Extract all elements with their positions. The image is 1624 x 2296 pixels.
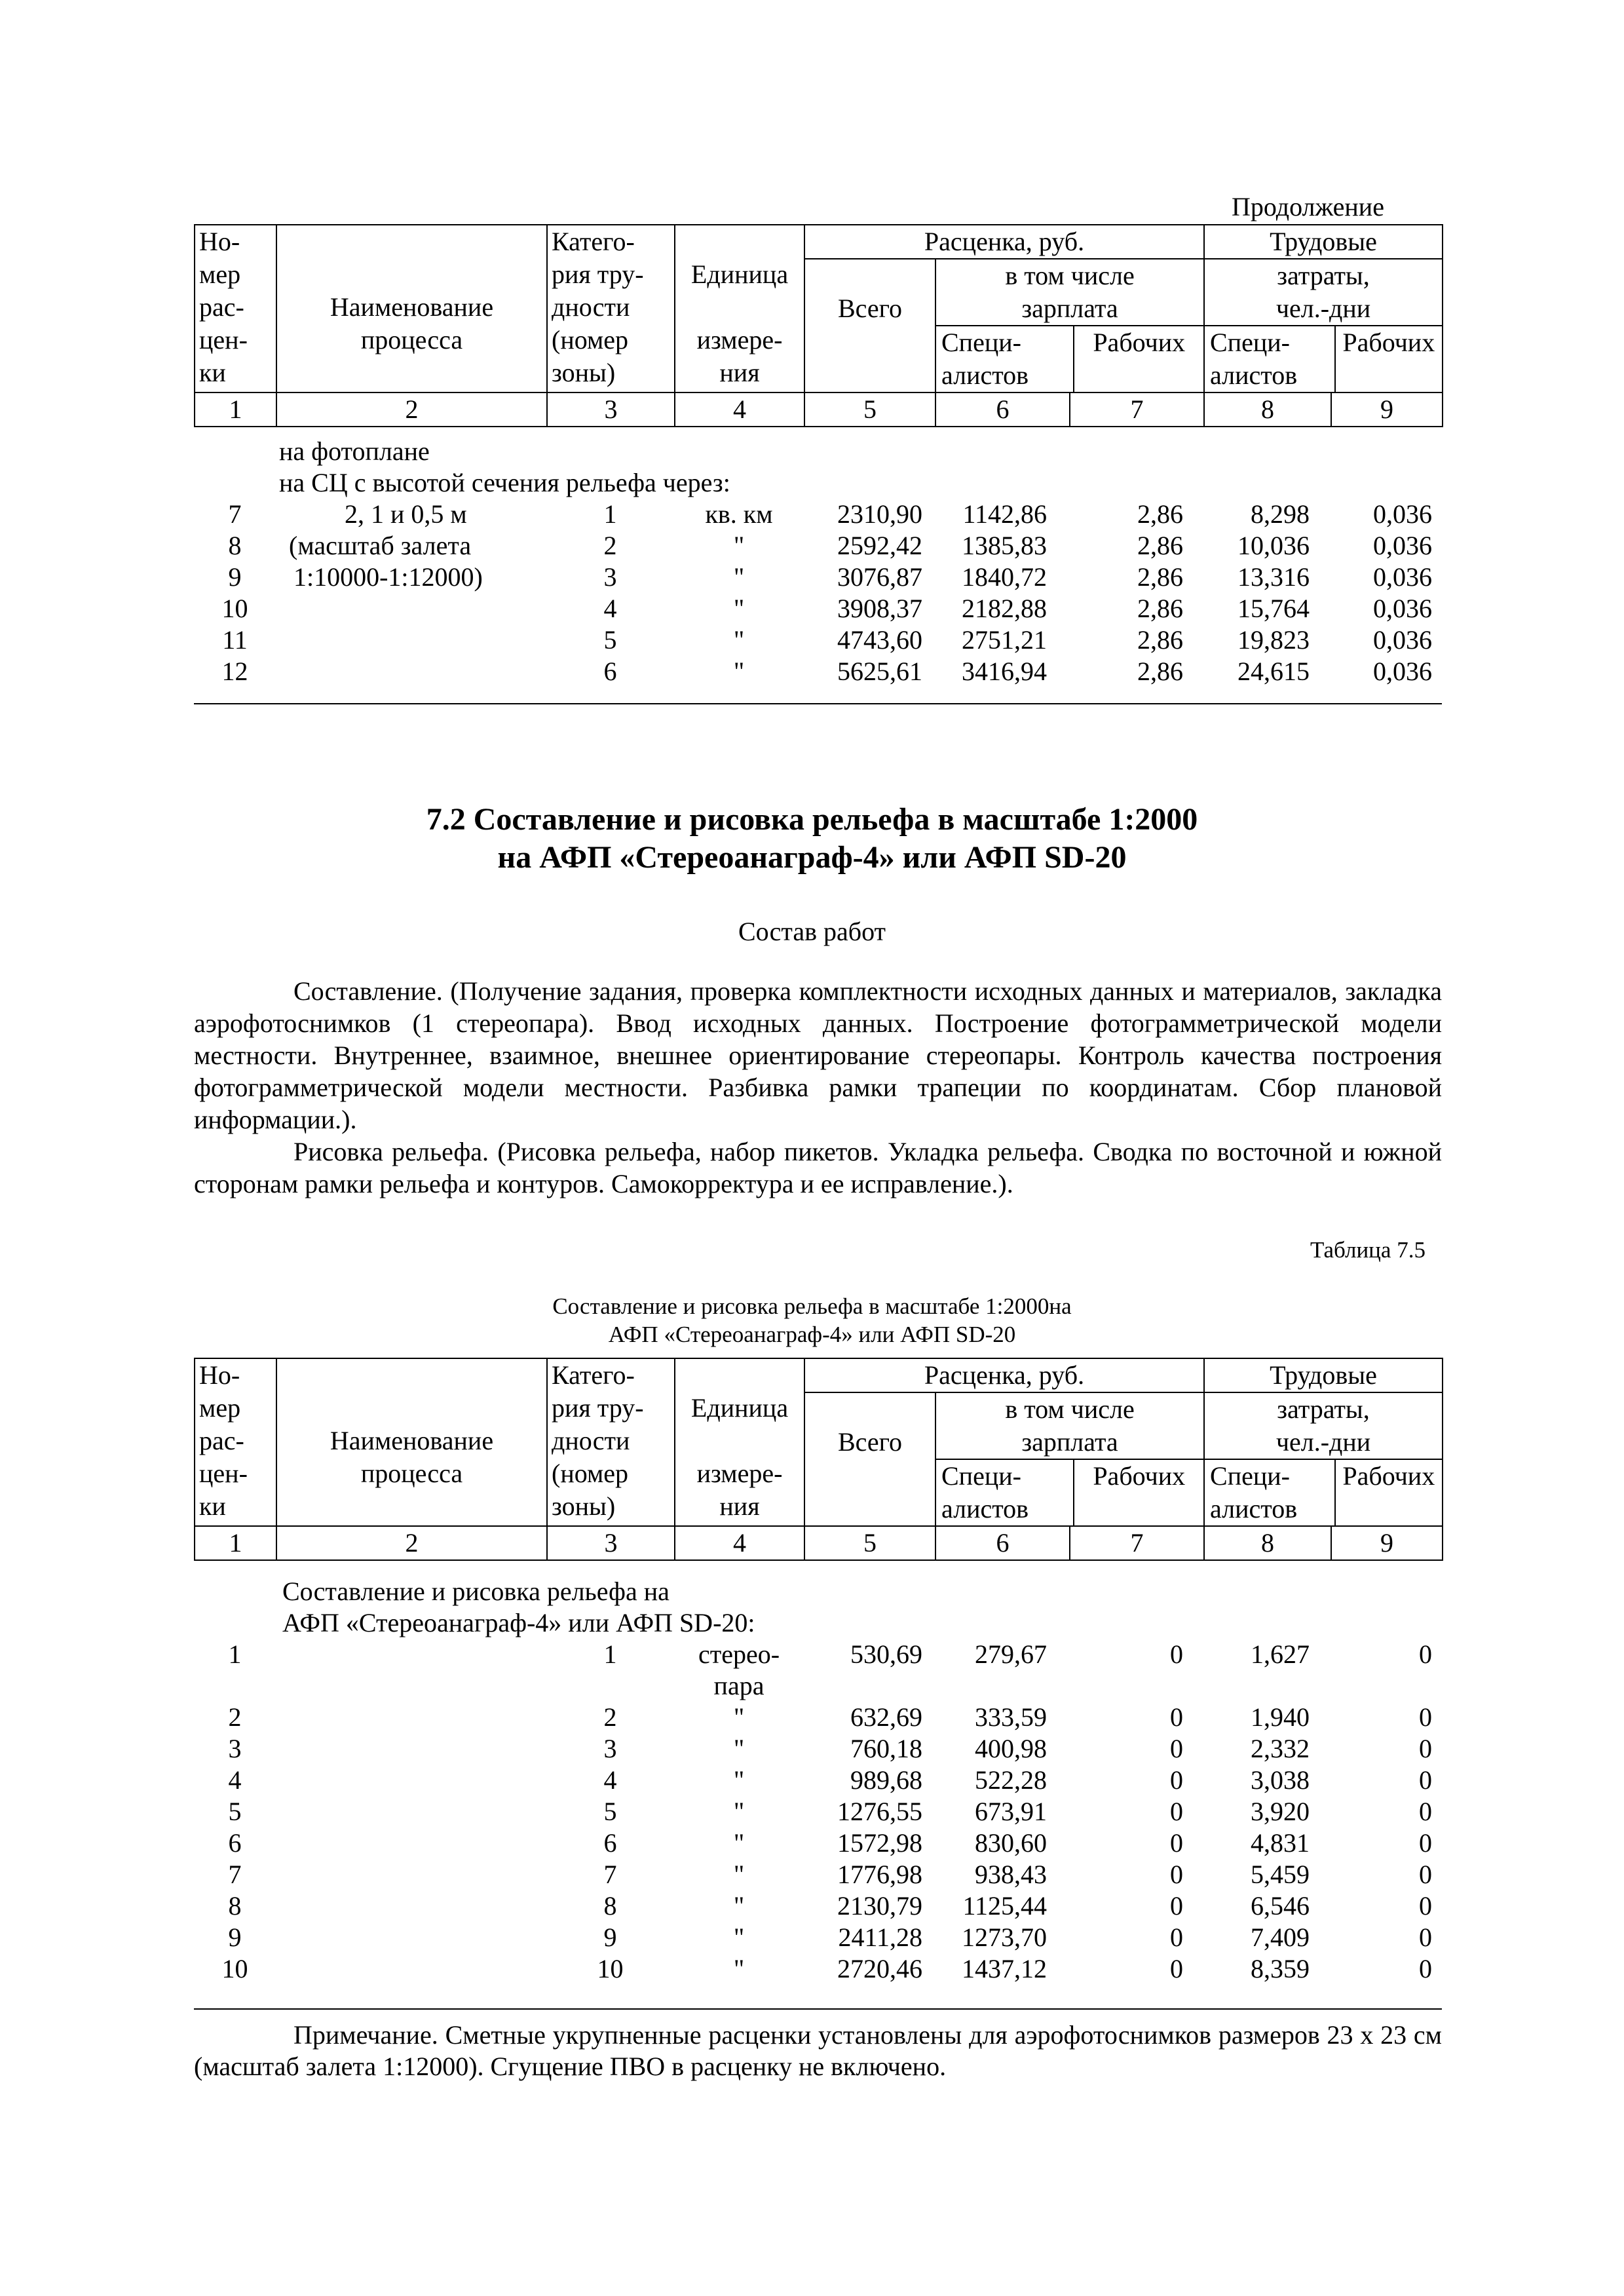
table-row (194, 1890, 1442, 1922)
table2-intro-2: АФП «Стереоанаграф-4» или АФП SD-20: (282, 1608, 755, 1637)
table1-intro-1: на фотоплане (279, 436, 430, 466)
cell-lwork: 0,036 (1373, 625, 1432, 655)
cell-total: 632,69 (850, 1702, 922, 1732)
cell-lwork: 0 (1419, 1891, 1432, 1921)
cell-cat: 8 (603, 1891, 617, 1921)
table-row (194, 499, 1442, 530)
cell-n: 3 (228, 1734, 242, 1763)
table2-body (194, 1576, 1442, 2021)
cell-unit: " (733, 1891, 745, 1921)
cell-spec: 1273,70 (962, 1923, 1047, 1952)
cell-cat: 6 (603, 657, 617, 686)
cell-total: 2310,90 (837, 499, 922, 529)
table-row (194, 1702, 1442, 1733)
hdr2-unit: Единица измере- ния (675, 1358, 804, 1526)
cell-work: 2,86 (1137, 562, 1183, 592)
table2-caption-1: Составление и рисовка рельефа в масштабе 1:2000на (552, 1293, 1072, 1319)
table2-header (194, 1358, 1443, 1561)
cell-unit: " (733, 594, 745, 623)
cell-lwork: 0 (1419, 1954, 1432, 1983)
cell-n: 11 (222, 625, 248, 655)
cell-lspec: 4,831 (1251, 1828, 1310, 1858)
cell-lspec: 13,316 (1237, 562, 1310, 592)
section-title-line1: 7.2 Составление и рисовка рельефа в масштабе 1:2000 (426, 802, 1198, 837)
cell-lwork: 0,036 (1373, 499, 1432, 529)
cell-unit: " (733, 1797, 745, 1826)
cell-spec: 2182,88 (962, 594, 1047, 623)
table-row (194, 1733, 1442, 1765)
cell-name: 1:10000-1:12000) (293, 562, 483, 592)
cell-lspec: 10,036 (1237, 531, 1310, 560)
cell-lwork: 0,036 (1373, 531, 1432, 560)
table2-bottom-rule (194, 2008, 1442, 2010)
cell-spec: 830,60 (975, 1828, 1047, 1858)
table-row (194, 1922, 1442, 1953)
cell-total: 3076,87 (837, 562, 922, 592)
cell-total: 2720,46 (837, 1954, 922, 1983)
table2-caption-2: АФП «Стереоанаграф-4» или АФП SD-20 (608, 1322, 1016, 1347)
cell-work: 2,86 (1137, 499, 1183, 529)
continuation-label: Продолжение (1232, 192, 1384, 221)
cell-work: 0 (1170, 1860, 1183, 1889)
table1-body (194, 436, 1442, 710)
cell-total: 760,18 (850, 1734, 922, 1763)
cell-cat: 6 (603, 1828, 617, 1858)
cell-n: 9 (228, 562, 242, 592)
cell-work: 2,86 (1137, 625, 1183, 655)
cell-spec: 1437,12 (962, 1954, 1047, 1983)
cell-cat: 5 (603, 625, 617, 655)
cell-spec: 3416,94 (962, 657, 1047, 686)
table1-bottom-rule (194, 703, 1442, 704)
cell-cat: 7 (603, 1860, 617, 1889)
cell-cat: 9 (603, 1923, 617, 1952)
table-row (194, 1639, 1442, 1700)
cell-total: 5625,61 (837, 657, 922, 686)
hdr-number: Но- мер рас- цен- ки (195, 225, 276, 392)
cell-unit: " (733, 1734, 745, 1763)
cell-lspec: 2,332 (1251, 1734, 1310, 1763)
cell-cat: 5 (603, 1797, 617, 1826)
cell-n: 2 (228, 1702, 242, 1732)
table2-header-grid: Но- мер рас- цен- ки Наименование процесса Катего- рия тру- дности (номер зоны) Единица измере- ния Расценка, руб. Трудовые Всего в том числе зарплата Специ- алистов Рабочих затраты, чел.-дни Специ- алистов Рабочих 1 2 3 4 5 6 7 8 9 (194, 1358, 1443, 1561)
cell-n: 9 (228, 1923, 242, 1952)
cell-work: 0 (1170, 1954, 1183, 1983)
cell-lspec: 24,615 (1237, 657, 1310, 686)
hdr-price: Расценка, руб. (804, 225, 1204, 259)
hdr2-total: Всего (804, 1392, 935, 1526)
table-row (194, 624, 1442, 656)
hdr2-price: Расценка, руб. (804, 1358, 1204, 1392)
cell-total: 3908,37 (837, 594, 922, 623)
table-row (194, 1827, 1442, 1859)
table2-intro-1: Составление и рисовка рельефа на (282, 1577, 670, 1606)
cell-unit: " (733, 657, 745, 686)
cell-spec: 673,91 (975, 1797, 1047, 1826)
table-row (194, 562, 1442, 593)
cell-name: 2, 1 и 0,5 м (345, 499, 467, 529)
cell-lwork: 0,036 (1373, 594, 1432, 623)
cell-lwork: 0 (1419, 1828, 1432, 1858)
cell-cat: 1 (603, 499, 617, 529)
cell-cat: 4 (603, 594, 617, 623)
cell-lspec: 1,627 (1251, 1639, 1310, 1669)
cell-spec: 1125,44 (962, 1891, 1047, 1921)
cell-work: 2,86 (1137, 657, 1183, 686)
cell-total: 989,68 (850, 1765, 922, 1795)
table-row (194, 593, 1442, 624)
cell-lspec: 5,459 (1251, 1860, 1310, 1889)
cell-n: 7 (228, 499, 242, 529)
cell-lwork: 0,036 (1373, 562, 1432, 592)
cell-unit: кв. км (705, 499, 773, 529)
cell-work: 2,86 (1137, 531, 1183, 560)
hdr2-number: Но- мер рас- цен- ки (195, 1358, 276, 1526)
table1-header (194, 224, 1443, 427)
cell-lwork: 0 (1419, 1734, 1432, 1763)
cell-cat: 2 (603, 531, 617, 560)
para-composition: Составление. (Получение задания, проверка комплектности исходных данных и материалов, закладка аэрофотоснимков (1 стереопара). Ввод исходных данных. Построение фотограмметрической модели местности. Внутреннее, взаимное, внешнее ориентирование стереопары. Контроль качества построения фотограмметрической модели местности. Разбивка рамки трапеции по координатам. Сбор плановой информации.). (194, 976, 1442, 1134)
table-row (194, 1859, 1442, 1890)
hdr-category: Катего- рия тру- дности (номер зоны) (547, 225, 675, 392)
cell-work: 0 (1170, 1797, 1183, 1826)
cell-n: 5 (228, 1797, 242, 1826)
hdr-labor: Трудовые (1204, 225, 1443, 259)
cell-n: 8 (228, 531, 242, 560)
hdr-total: Всего (804, 259, 935, 392)
cell-lspec: 3,038 (1251, 1765, 1310, 1795)
table-row (194, 1796, 1442, 1827)
cell-lspec: 19,823 (1237, 625, 1310, 655)
para-relief: Рисовка рельефа. (Рисовка рельефа, набор пикетов. Укладка рельефа. Сводка по восточной и южной сторонам рамки рельефа и контуров. Самокорректура и ее исправление.). (194, 1137, 1442, 1198)
cell-work: 0 (1170, 1765, 1183, 1795)
cell-work: 0 (1170, 1702, 1183, 1732)
cell-total: 530,69 (850, 1639, 922, 1669)
cell-spec: 1385,83 (962, 531, 1047, 560)
cell-cat: 1 (603, 1639, 617, 1669)
cell-work: 2,86 (1137, 594, 1183, 623)
cell-total: 2411,28 (838, 1923, 922, 1952)
note (194, 2019, 1442, 2082)
cell-lwork: 0 (1419, 1860, 1432, 1889)
cell-unit: " (733, 1765, 745, 1795)
cell-lwork: 0 (1419, 1923, 1432, 1952)
cell-cat: 10 (597, 1954, 624, 1983)
hdr-incl: в том числе зарплата Специ- алистов Рабочих (935, 259, 1204, 392)
cell-n: 4 (228, 1765, 242, 1795)
cell-total: 1276,55 (837, 1797, 922, 1826)
cell-lspec: 1,940 (1251, 1702, 1310, 1732)
cell-lwork: 0 (1419, 1765, 1432, 1795)
cell-lspec: 15,764 (1237, 594, 1310, 623)
hdr-unit: Единица измере- ния (675, 225, 804, 392)
cell-total: 2592,42 (837, 531, 922, 560)
cell-n: 7 (228, 1860, 242, 1889)
cell-cat: 2 (603, 1702, 617, 1732)
section-body (194, 975, 1442, 1200)
table2-label: Таблица 7.5 (1310, 1237, 1426, 1263)
cell-unit: " (733, 531, 745, 560)
cell-lspec: 3,920 (1251, 1797, 1310, 1826)
cell-total: 4743,60 (837, 625, 922, 655)
unit-stereopair-2: пара (713, 1671, 765, 1700)
hdr2-labor: Трудовые (1204, 1358, 1443, 1392)
cell-n: 10 (221, 594, 248, 623)
cell-name: (масштаб залета (289, 531, 472, 560)
cell-unit: " (733, 625, 745, 655)
note-text: Примечание. Сметные укрупненные расценки установлены для аэрофотоснимков размеров 23 х 23 см (масштаб залета 1:12000). Сгущение ПВО в расценку не включено. (194, 2020, 1442, 2081)
cell-lwork: 0 (1419, 1702, 1432, 1732)
cell-unit: " (733, 1954, 745, 1983)
cell-work: 0 (1170, 1923, 1183, 1952)
cell-cat: 3 (603, 562, 617, 592)
cell-unit: " (733, 562, 745, 592)
cell-unit: " (733, 1923, 745, 1952)
cell-lwork: 0 (1419, 1639, 1432, 1669)
cell-lspec: 6,546 (1251, 1891, 1310, 1921)
cell-unit: " (733, 1860, 745, 1889)
cell-n: 1 (228, 1639, 242, 1669)
cell-cat: 4 (603, 1765, 617, 1795)
hdr2-incl: в том числе зарплата Специ- алистов Рабочих (935, 1392, 1204, 1526)
cell-spec: 1142,86 (962, 499, 1047, 529)
cell-work: 0 (1170, 1734, 1183, 1763)
cell-unit: " (733, 1828, 745, 1858)
table-row (194, 530, 1442, 562)
table-row (194, 656, 1442, 687)
hdr2-category: Катего- рия тру- дности (номер зоны) (547, 1358, 675, 1526)
cell-lspec: 8,298 (1251, 499, 1310, 529)
cell-cat: 3 (603, 1734, 617, 1763)
table-row (194, 1953, 1442, 1985)
table1-intro-2: на СЦ с высотой сечения рельефа через: (279, 468, 730, 497)
hdr2-name: Наименование процесса (276, 1358, 547, 1526)
hdr-name: Наименование процесса (276, 225, 547, 392)
unit-stereopair-1: стерео- (698, 1639, 780, 1669)
cell-n: 12 (221, 657, 248, 686)
cell-lwork: 0 (1419, 1797, 1432, 1826)
cell-spec: 400,98 (975, 1734, 1047, 1763)
hdr-labor-sub: затраты, чел.-дни Специ- алистов Рабочих (1204, 259, 1443, 392)
cell-work: 0 (1170, 1828, 1183, 1858)
cell-work: 0 (1170, 1639, 1183, 1669)
cell-lspec: 7,409 (1251, 1923, 1310, 1952)
cell-total: 1572,98 (837, 1828, 922, 1858)
cell-spec: 333,59 (975, 1702, 1047, 1732)
cell-n: 6 (228, 1828, 242, 1858)
cell-spec: 279,67 (975, 1639, 1047, 1669)
cell-lwork: 0,036 (1373, 657, 1432, 686)
section-subtitle: Состав работ (738, 917, 886, 946)
table-row (194, 1765, 1442, 1796)
section-title-line2: на АФП «Стереоанаграф-4» или АФП SD-20 (497, 840, 1127, 875)
hdr2-labor-sub: затраты, чел.-дни Специ- алистов Рабочих (1204, 1392, 1443, 1526)
cell-total: 2130,79 (837, 1891, 922, 1921)
cell-lspec: 8,359 (1251, 1954, 1310, 1983)
cell-spec: 522,28 (975, 1765, 1047, 1795)
table1-header-grid: Но- мер рас- цен- ки Наименование процесса Катего- рия тру- дности (номер зоны) Единица измере- ния Расценка, руб. Трудовые Всего в том числе зарплата Специ- алистов Рабочих затраты, чел.-дни Специ- алистов Рабочих 1 2 3 4 5 6 7 8 9 (194, 224, 1443, 427)
cell-unit: " (733, 1702, 745, 1732)
cell-spec: 1840,72 (962, 562, 1047, 592)
cell-work: 0 (1170, 1891, 1183, 1921)
cell-total: 1776,98 (837, 1860, 922, 1889)
cell-spec: 938,43 (975, 1860, 1047, 1889)
cell-n: 8 (228, 1891, 242, 1921)
cell-spec: 2751,21 (962, 625, 1047, 655)
cell-n: 10 (221, 1954, 248, 1983)
